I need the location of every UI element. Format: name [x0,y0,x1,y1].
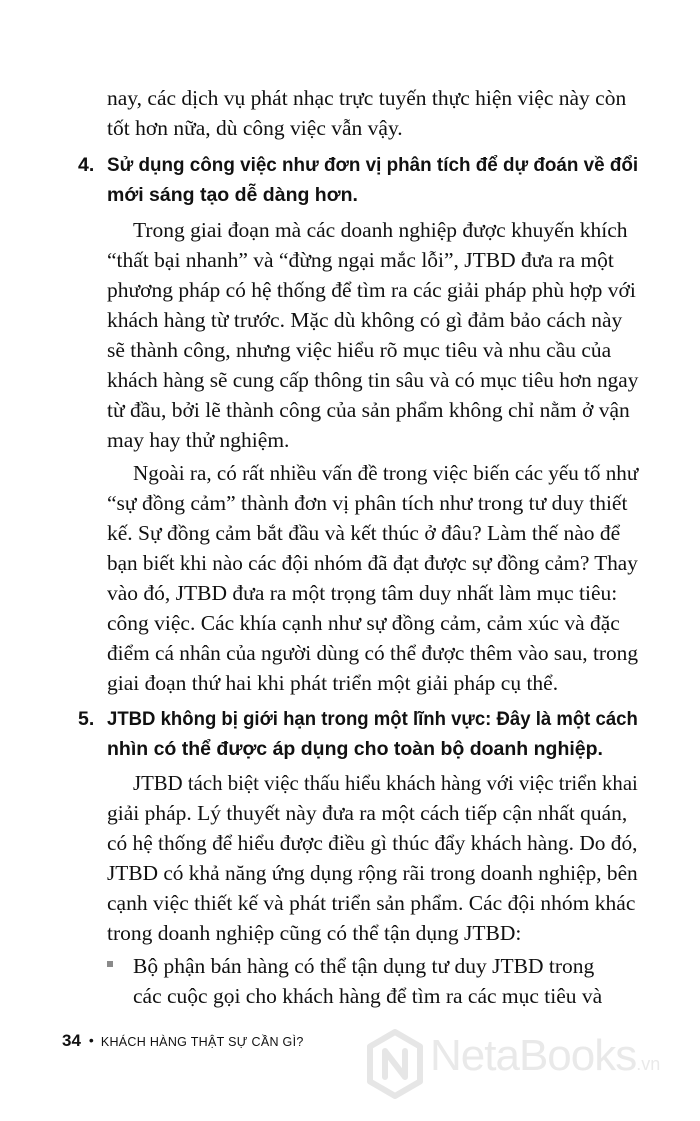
body-line: khách hàng sẽ cung cấp thông tin sâu và có mục tiêu hơn ngay [107,368,639,392]
running-footer [62,1031,304,1052]
bullet-marker [107,961,113,967]
body-line: kế. Sự đồng cảm bắt đầu và kết thúc ở đâu? Làm thế nào để [107,521,621,545]
footer-separator: • [88,1032,94,1048]
body-line: từ đầu, bởi lẽ thành công của sản phẩm không chỉ nằm ở vận [107,398,630,422]
book-title: KHÁCH HÀNG THẬT SỰ CẦN GÌ? [100,1035,304,1049]
section-heading: nhìn có thể được áp dụng cho toàn bộ doanh nghiệp. [107,738,603,760]
netabooks-watermark [362,1023,700,1109]
list-number: 5. [78,708,95,730]
section-heading: Sử dụng công việc như đơn vị phân tích để dự đoán về đổi [107,154,639,176]
netabooks-logo-icon [366,1029,424,1099]
bullet-line: Bộ phận bán hàng có thể tận dụng tư duy JTBD trong [133,954,595,978]
body-line: Trong giai đoạn mà các doanh nghiệp được khuyến khích [133,218,628,242]
section-heading: JTBD không bị giới hạn trong một lĩnh vực: Đây là một cách [107,708,638,730]
body-line: “thất bại nhanh” và “đừng ngại mắc lỗi”, JTBD đưa ra một [107,248,614,272]
body-line: phương pháp có hệ thống để tìm ra các giải pháp phù hợp với [107,278,636,302]
section-heading: mới sáng tạo dễ dàng hơn. [107,184,358,206]
body-line: nay, các dịch vụ phát nhạc trực tuyến thực hiện việc này còn [107,86,627,110]
page-number: 34 [62,1031,81,1050]
body-line: “sự đồng cảm” thành đơn vị phân tích như trong tư duy thiết [107,491,628,515]
body-line: giai đoạn thứ hai khi phát triển một giải pháp cụ thể. [107,671,559,695]
body-line: Ngoài ra, có rất nhiều vấn đề trong việc biến các yếu tố như [133,461,639,485]
body-line: bạn biết khi nào các đội nhóm đã đạt được sự đồng cảm? Thay [107,551,638,575]
body-line: công việc. Các khía cạnh như sự đồng cảm, cảm xúc và đặc [107,611,620,635]
body-line: khách hàng từ trước. Mặc dù không có gì đảm bảo cách này [107,308,623,332]
body-line: có hệ thống để hiểu được điều gì thúc đẩy khách hàng. Do đó, [107,831,638,855]
body-line: điểm cá nhân của người dùng có thể được thêm vào sau, trong [107,641,639,665]
body-line: JTBD có khả năng ứng dụng rộng rãi trong doanh nghiệp, bên [107,861,638,885]
list-number: 4. [78,154,95,176]
body-line: tốt hơn nữa, dù công việc vẫn vậy. [107,116,403,140]
body-line: cạnh việc thiết kế và phát triển sản phẩm. Các đội nhóm khác [107,891,636,915]
body-line: vào đó, JTBD đưa ra một trọng tâm duy nhất làm mục tiêu: [107,581,618,605]
body-line: may hay thử nghiệm. [107,428,290,452]
watermark-text: NetaBooks.vn [430,1031,661,1080]
body-line: trong doanh nghiệp cũng có thể tận dụng JTBD: [107,921,522,945]
body-line: giải pháp. Lý thuyết này đưa ra một cách tiếp cận nhất quán, [107,801,628,825]
body-line: sẽ thành công, nhưng việc hiểu rõ mục tiêu và nhu cầu của [107,338,612,362]
bullet-line: các cuộc gọi cho khách hàng để tìm ra các mục tiêu và [133,984,603,1008]
body-line: JTBD tách biệt việc thấu hiểu khách hàng với việc triển khai [133,771,638,795]
